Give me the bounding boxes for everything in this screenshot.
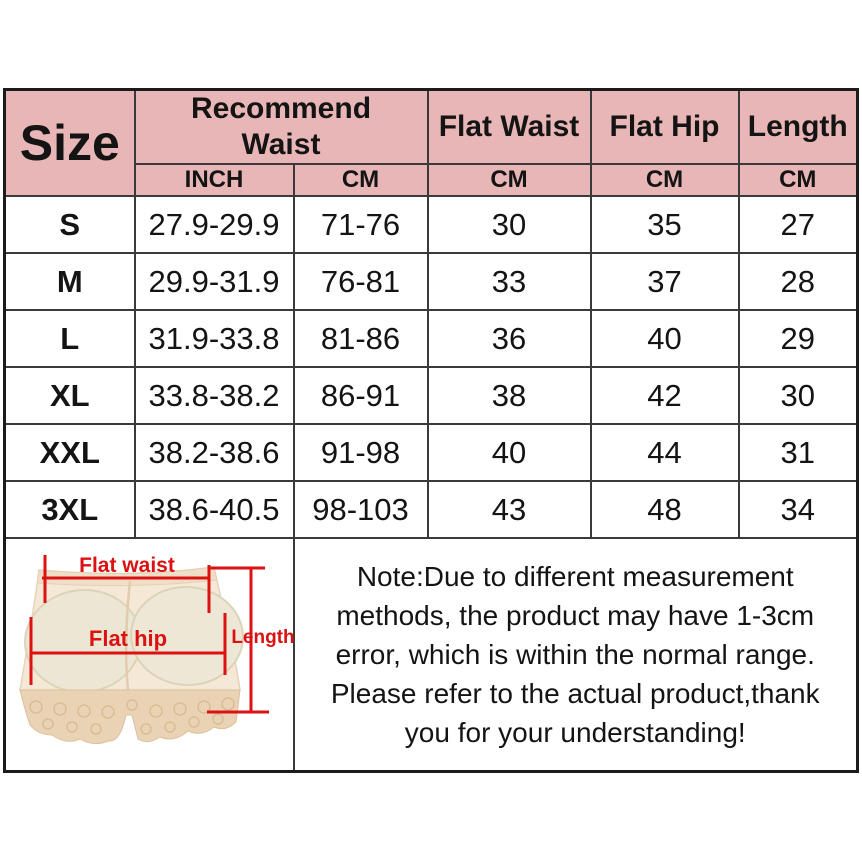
note-line: Please refer to the actual product,thank: [330, 678, 820, 709]
recommend-waist-label: Recommend Waist: [190, 92, 372, 161]
flat-hip-cell: 37: [591, 253, 739, 310]
table-row-m: [5, 253, 858, 310]
note-line: you for your understanding!: [404, 717, 746, 748]
header-length-cell: Length: [739, 90, 858, 165]
length-cell: 29: [739, 310, 858, 367]
length-cell: 30: [739, 367, 858, 424]
size-chart-table: [3, 88, 859, 773]
flat-waist-cell: 38: [428, 367, 591, 424]
table-row-l: [5, 310, 858, 367]
header-unit-cm-flat-hip: CM: [591, 164, 739, 196]
note-line: methods, the product may have 1-3cm: [336, 600, 815, 631]
flat-waist-cell: 33: [428, 253, 591, 310]
flat-waist-cell: 40: [428, 424, 591, 481]
waist-inch-cell: 33.8-38.2: [135, 367, 294, 424]
flat-hip-cell: 48: [591, 481, 739, 538]
table-row-s: [5, 196, 858, 253]
size-cell: XXL: [5, 424, 135, 481]
flat-hip-cell: 44: [591, 424, 739, 481]
flat-waist-cell: 36: [428, 310, 591, 367]
header-unit-cm-flat-waist: CM: [428, 164, 591, 196]
lace-trim: [20, 690, 240, 744]
size-cell: 3XL: [5, 481, 135, 538]
waist-inch-cell: 31.9-33.8: [135, 310, 294, 367]
waist-cm-cell: 98-103: [294, 481, 428, 538]
note-line: Note:Due to different measurement: [356, 561, 794, 592]
header-flat-waist-cell: Flat Waist: [428, 90, 591, 165]
shorts-illustration: [20, 567, 246, 744]
header-recommend-waist-cell: [135, 90, 428, 165]
waist-inch-cell: 38.2-38.6: [135, 424, 294, 481]
size-cell: XL: [5, 367, 135, 424]
size-cell: M: [5, 253, 135, 310]
length-cell: 27: [739, 196, 858, 253]
measurement-diagram: [6, 539, 295, 765]
waist-cm-cell: 71-76: [294, 196, 428, 253]
waist-cm-cell: 76-81: [294, 253, 428, 310]
waist-inch-cell: 27.9-29.9: [135, 196, 294, 253]
length-cell: 28: [739, 253, 858, 310]
size-cell: S: [5, 196, 135, 253]
header-unit-inch: INCH: [135, 164, 294, 196]
waist-inch-cell: 38.6-40.5: [135, 481, 294, 538]
flat-waist-cell: 30: [428, 196, 591, 253]
table-row-xxl: [5, 424, 858, 481]
table-row-xl: [5, 367, 858, 424]
header-unit-cm-waist: CM: [294, 164, 428, 196]
flat-hip-label: Flat hip: [88, 626, 168, 651]
length-cell: 31: [739, 424, 858, 481]
flat-hip-cell: 40: [591, 310, 739, 367]
waist-cm-cell: 91-98: [294, 424, 428, 481]
flat-waist-cell: 43: [428, 481, 591, 538]
header-row-1: [5, 90, 858, 165]
flat-hip-cell: 35: [591, 196, 739, 253]
flat-hip-cell: 42: [591, 367, 739, 424]
product-diagram-cell: [5, 538, 294, 772]
flat-waist-label: Flat waist: [79, 554, 175, 577]
table-row-3xl: [5, 481, 858, 538]
waist-cm-cell: 81-86: [294, 310, 428, 367]
bottom-row: [5, 538, 858, 772]
header-size-cell: Size: [5, 90, 135, 197]
waist-inch-cell: 29.9-31.9: [135, 253, 294, 310]
note-cell: [294, 538, 858, 772]
length-label: Length: [231, 627, 295, 648]
header-unit-cm-length: CM: [739, 164, 858, 196]
header-flat-hip-cell: Flat Hip: [591, 90, 739, 165]
length-cell: 34: [739, 481, 858, 538]
waist-cm-cell: 86-91: [294, 367, 428, 424]
size-cell: L: [5, 310, 135, 367]
note-line: error, which is within the normal range.: [335, 639, 815, 670]
